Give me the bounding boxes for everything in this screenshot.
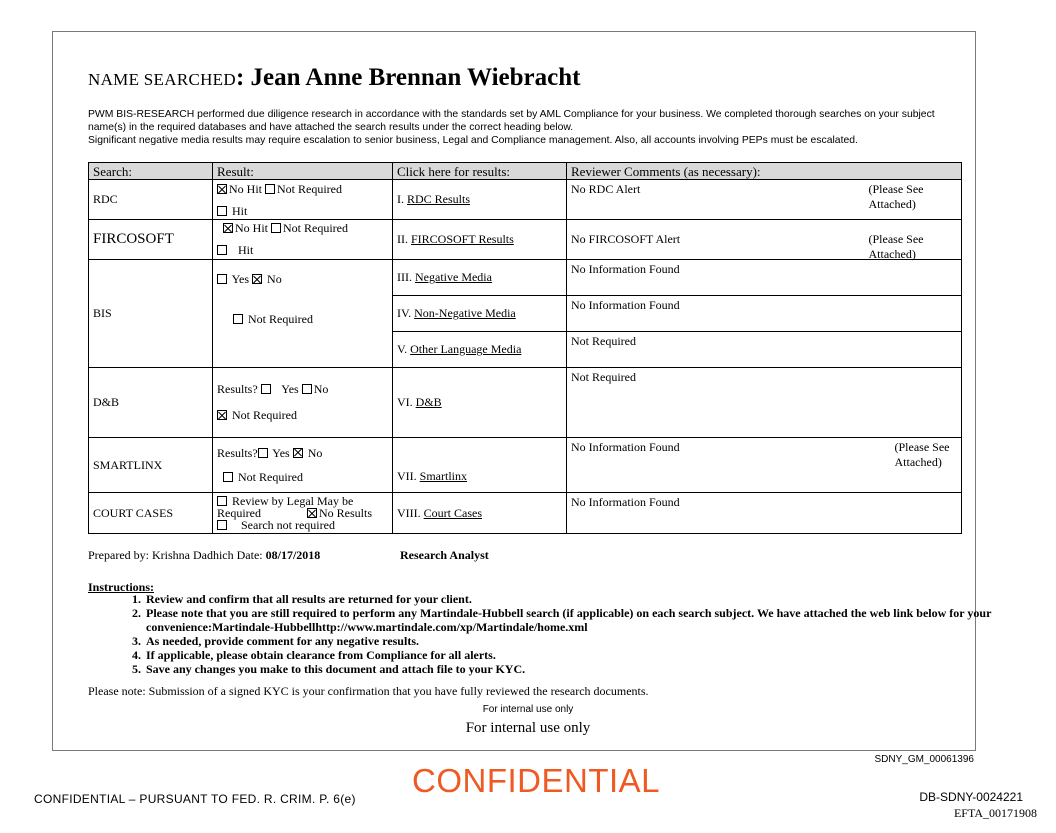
dnb-no-label: No <box>313 382 329 396</box>
dnb-no-checkbox[interactable] <box>302 384 312 394</box>
court-result <box>213 493 393 534</box>
smartlinx-search: SMARTLINX <box>89 438 213 493</box>
row-fircosoft <box>89 220 962 260</box>
court-cases-link[interactable]: Court Cases <box>423 505 482 520</box>
bis-negative-comment: No Information Found <box>567 260 962 296</box>
search-results-table <box>88 162 962 534</box>
fircosoft-comment-see-attached: (Please See Attached) <box>868 232 924 261</box>
court-review-checkbox[interactable] <box>217 496 227 506</box>
rdc-not-required-label: Not Required <box>277 182 342 196</box>
dnb-result <box>213 368 393 438</box>
bis-non-negative-link-cell: IV. Non-Negative Media <box>393 296 567 332</box>
fircosoft-no-hit-label: No Hit <box>235 221 268 235</box>
prepared-by <box>88 548 489 563</box>
fircosoft-comment <box>567 220 962 260</box>
bates-sdny: SDNY_GM_00061396 <box>874 754 974 765</box>
rdc-comment-see-attached: (Please See Attached) <box>868 182 924 211</box>
fircosoft-not-required-label: Not Required <box>283 221 348 235</box>
name-searched-label: NAME SEARCHED <box>88 70 236 89</box>
row-smartlinx <box>89 438 962 493</box>
prepared-date: 08/17/2018 <box>265 548 321 562</box>
dnb-yes-checkbox[interactable] <box>261 384 271 394</box>
smartlinx-yes-checkbox[interactable] <box>258 448 268 458</box>
bis-not-required-label: Not Required <box>248 312 313 326</box>
instruction-item: 5. Save any changes you make to this document and attach file to your KYC. <box>144 662 1029 676</box>
other-language-media-link[interactable]: Other Language Media <box>410 342 522 356</box>
confidential-stamp: CONFIDENTIAL <box>412 762 661 799</box>
rdc-search: RDC <box>89 180 213 220</box>
bis-non-negative-comment: No Information Found <box>567 296 962 332</box>
intro-paragraph <box>88 108 968 147</box>
smartlinx-comment-text: No Information Found <box>571 440 680 454</box>
fircosoft-link-cell: II. FIRCOSOFT Results <box>393 220 567 260</box>
internal-use-small: For internal use only <box>482 704 574 715</box>
smartlinx-no-checkbox[interactable] <box>293 448 303 458</box>
negative-media-link[interactable]: Negative Media <box>415 270 492 284</box>
rdc-hit-label: Hit <box>232 204 248 218</box>
name-searched-value: Jean Anne Brennan Wiebracht <box>250 64 581 91</box>
header-search: Search: <box>89 163 213 180</box>
dnb-link[interactable]: D&B <box>415 395 442 409</box>
instructions-list <box>88 592 1029 676</box>
bis-other-language-comment: Not Required <box>567 332 962 368</box>
court-review-label: Review by Legal May be Required <box>217 494 354 520</box>
bates-db: DB-SDNY-0024221 <box>919 790 1023 804</box>
court-no-results-checkbox[interactable] <box>307 508 317 518</box>
bis-other-language-link-cell: V. Other Language Media <box>393 332 567 368</box>
fircosoft-not-required-checkbox[interactable] <box>271 223 281 233</box>
fircosoft-hit-checkbox[interactable] <box>217 245 227 255</box>
court-search: COURT CASES <box>89 493 213 534</box>
fircosoft-no-hit-checkbox[interactable] <box>223 223 233 233</box>
dnb-not-required-checkbox[interactable] <box>217 410 227 420</box>
dnb-results-label: Results? <box>217 382 258 396</box>
smartlinx-comment <box>567 438 962 493</box>
instruction-item: 3. As needed, provide comment for any negative results. <box>144 634 1029 648</box>
prepared-by-label: Prepared by: Krishna Dadhich Date: <box>88 548 266 562</box>
intro-line-2: Significant negative media results may require escalation to senior business, Legal and Compliance management. Also, all accounts involving PEPs must be escalated. <box>88 135 858 146</box>
smartlinx-no-label: No <box>307 445 323 460</box>
instruction-item: 1. Review and confirm that all results are returned for your client. <box>144 592 1029 606</box>
header-result: Result: <box>213 163 393 180</box>
rdc-no-hit-checkbox[interactable] <box>217 184 227 194</box>
smartlinx-result <box>213 438 393 493</box>
court-no-results-label: No Results <box>319 506 373 520</box>
court-comment: No Information Found <box>567 493 962 534</box>
instruction-item: 4. If applicable, please obtain clearance from Compliance for all alerts. <box>144 648 1029 662</box>
fircosoft-results-link[interactable]: FIRCOSOFT Results <box>411 232 514 246</box>
dnb-link-cell: VI. D&B <box>393 368 567 438</box>
dnb-yes-label: Yes <box>281 382 299 396</box>
instructions-heading: Instructions: <box>88 580 155 594</box>
rdc-comment-text: No RDC Alert <box>571 182 641 196</box>
bis-yes-label: Yes <box>231 272 250 286</box>
rdc-results-link[interactable]: RDC Results <box>407 192 471 206</box>
smartlinx-link[interactable]: Smartlinx <box>419 469 468 483</box>
rdc-link-cell: I. RDC Results <box>393 180 567 220</box>
bis-negative-link-cell: III. Negative Media <box>393 260 567 296</box>
fircosoft-search: FIRCOSOFT <box>89 220 213 260</box>
rdc-hit-checkbox[interactable] <box>217 206 227 216</box>
smartlinx-not-required-label: Not Required <box>238 469 303 484</box>
row-rdc <box>89 180 962 220</box>
fircosoft-result <box>213 220 393 260</box>
bis-no-checkbox[interactable] <box>252 274 262 284</box>
kyc-note: Please note: Submission of a signed KYC is your confirmation that you have fully reviewed the research documents. <box>88 684 649 698</box>
prepared-role: Research Analyst <box>400 548 489 562</box>
confidential-notice: CONFIDENTIAL – PURSUANT TO FED. R. CRIM. P. 6(e) <box>34 792 356 806</box>
rdc-comment <box>567 180 962 220</box>
internal-use-large: For internal use only <box>465 720 591 736</box>
non-negative-media-link[interactable]: Non-Negative Media <box>414 306 516 320</box>
court-not-required-label: Search not required <box>241 518 335 532</box>
bis-no-label: No <box>267 272 282 286</box>
dnb-comment: Not Required <box>567 368 962 438</box>
header-reviewer-comments: Reviewer Comments (as necessary): <box>567 163 962 180</box>
smartlinx-yes-label: Yes <box>272 445 290 460</box>
smartlinx-results-label: Results? <box>217 445 258 460</box>
rdc-not-required-checkbox[interactable] <box>265 184 275 194</box>
row-court-cases <box>89 493 962 534</box>
fircosoft-comment-text: No FIRCOSOFT Alert <box>571 232 681 246</box>
bis-search: BIS <box>89 260 213 368</box>
table-header-row <box>89 163 962 180</box>
row-bis-negative <box>89 260 962 296</box>
bis-result <box>213 260 393 368</box>
name-searched-colon: : <box>235 64 251 91</box>
rdc-result <box>213 180 393 220</box>
bates-efta: EFTA_00171908 <box>953 806 1037 820</box>
intro-line-1: PWM BIS-RESEARCH performed due diligence research in accordance with the standards set by AML Compliance for your business. We completed thorough searches on your subject name(s) in the required databases and have attached the search results under the correct heading below. <box>88 109 935 133</box>
header-click-results: Click here for results: <box>393 163 567 180</box>
smartlinx-comment-see-attached: (Please See Attached) <box>894 440 950 469</box>
dnb-not-required-label: Not Required <box>232 408 297 422</box>
smartlinx-link-cell: VII. Smartlinx <box>393 438 567 493</box>
row-dnb <box>89 368 962 438</box>
smartlinx-not-required-checkbox[interactable] <box>223 472 233 482</box>
rdc-no-hit-label: No Hit <box>229 182 262 196</box>
dnb-search: D&B <box>89 368 213 438</box>
court-not-required-checkbox[interactable] <box>217 520 227 530</box>
court-link-cell: VIII. Court Cases <box>393 493 567 534</box>
bis-yes-checkbox[interactable] <box>217 274 227 284</box>
page-title <box>88 64 580 92</box>
fircosoft-hit-label: Hit <box>238 243 254 257</box>
bis-not-required-checkbox[interactable] <box>233 314 243 324</box>
instruction-item: 2. Please note that you are still required to perform any Martindale-Hubbell search (if applicable) on each search subject. We have attached the web link below for your convenience:Martindale-Hubbellhttp://www.martindale.com/xp/Martindale/home.xml <box>144 606 1029 634</box>
